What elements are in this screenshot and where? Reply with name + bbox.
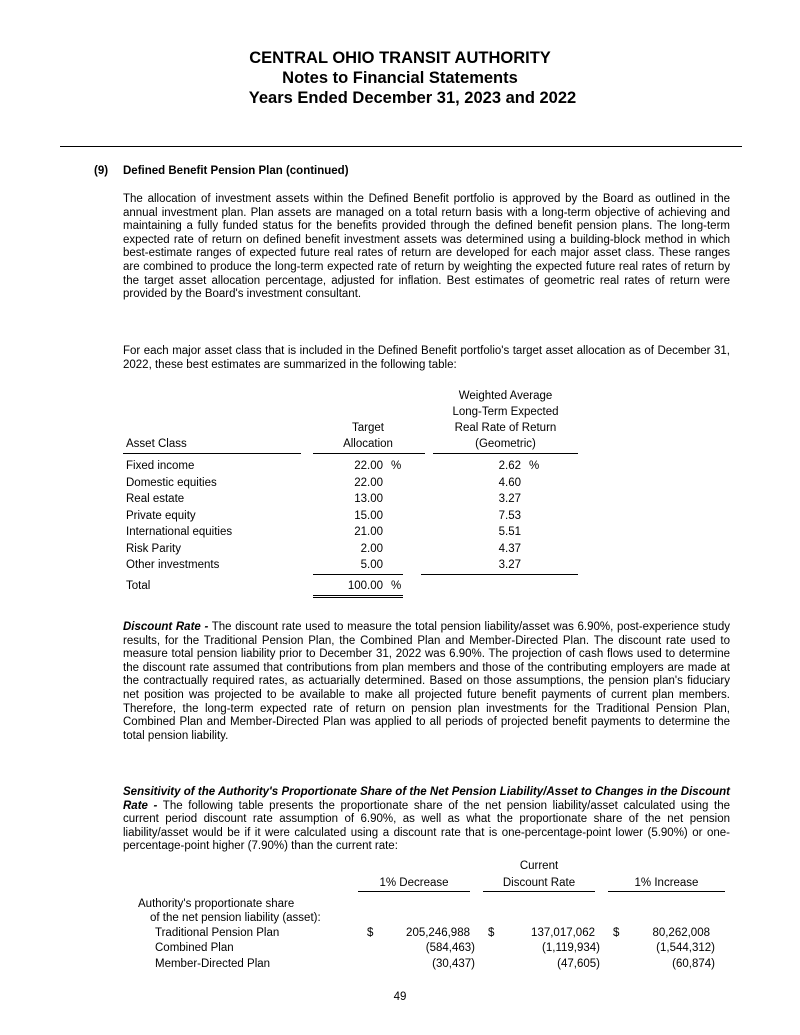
row-group-label: of the net pension liability (asset):	[150, 912, 321, 924]
section-heading	[94, 165, 349, 177]
percent-sign: %	[529, 460, 540, 472]
section-title: Defined Benefit Pension Plan (continued)	[123, 165, 349, 177]
plan-row-increase: 80,262,008	[652, 927, 710, 939]
plan-row-decrease: 205,246,988	[406, 927, 470, 939]
header-underline	[608, 891, 725, 892]
plan-row-name: Member-Directed Plan	[155, 958, 271, 970]
total-double-rule	[313, 597, 403, 598]
col-header-target-l1: Target	[352, 422, 384, 434]
plan-row-current: 137,017,062	[531, 927, 595, 939]
header-doc-title: Notes to Financial Statements	[282, 69, 518, 87]
col-header-return-l4: (Geometric)	[475, 438, 536, 450]
plan-row-decrease: (584,463)	[425, 942, 475, 954]
col-header-discount-rate: Discount Rate	[502, 877, 576, 889]
asset-row-allocation: 2.00	[360, 542, 383, 555]
asset-row-name: Real estate	[126, 493, 185, 505]
currency-symbol: $	[613, 927, 620, 939]
sensitivity-table	[133, 860, 733, 980]
asset-row-name: Risk Parity	[126, 542, 181, 555]
asset-row-name: Private equity	[126, 509, 196, 522]
total-rule	[421, 574, 578, 575]
asset-row-allocation: 15.00	[354, 509, 383, 522]
col-header-current: Current	[519, 860, 559, 872]
asset-row-name: Domestic equities	[126, 476, 217, 489]
asset-row-allocation: 22.00	[354, 476, 383, 489]
col-header-target-l2: Allocation	[343, 438, 393, 450]
sensitivity-lead: Sensitivity of the Authority's Proportionate Share of the Net Pension Liability/Asset to Changes in the Discount Rate -	[123, 786, 730, 812]
percent-sign: %	[391, 580, 402, 592]
plan-row-current: (1,119,934)	[542, 942, 600, 954]
asset-row-name: Fixed income	[126, 460, 195, 472]
asset-row-allocation: 13.00	[354, 493, 383, 505]
col-header-return-l3: Real Rate of Return	[454, 422, 557, 434]
total-allocation: 100.00	[347, 580, 383, 592]
percent-sign: %	[391, 460, 402, 472]
plan-row-name: Traditional Pension Plan	[155, 927, 280, 939]
page-number: 49	[393, 991, 407, 1003]
asset-row-return: 7.53	[498, 509, 521, 522]
col-header-increase: 1% Increase	[634, 877, 699, 889]
plan-row-name: Combined Plan	[155, 942, 234, 954]
header-underline	[358, 891, 470, 892]
section-number: (9)	[94, 165, 109, 177]
col-header-decrease: 1% Decrease	[379, 877, 449, 889]
header-org-name: CENTRAL OHIO TRANSIT AUTHORITY	[249, 49, 551, 67]
asset-row-return: 3.27	[498, 559, 521, 571]
asset-row-allocation: 22.00	[354, 460, 383, 472]
row-group-label: Authority's proportionate share	[138, 898, 295, 910]
header-underline	[433, 453, 578, 454]
paragraph-allocation: The allocation of investment assets within the Defined Benefit portfolio is approved by the Board as outlined in the annual investment plan. Plan assets are managed on a total return basis with a long-term objective of achieving and maintaining a fully funded status for the benefits provided through the defined benefit pension plans. The long-term expected rate of return on defined benefit investment assets was determined using a building-block method in which best-estimate ranges of expected future real rates of return are developed for each major asset class. These ranges are combined to produce the long-term expected rate of return by weighting the expected future real rates of return by the target asset allocation percentage, adjusted for inflation. Best estimates of geometric real rates of return were provided by the Board's investment consultant.	[123, 193, 730, 301]
col-header-return-l1: Weighted Average	[458, 390, 553, 402]
header-underline	[123, 453, 301, 454]
asset-allocation-table	[123, 390, 583, 605]
asset-row-return: 3.27	[498, 493, 521, 505]
header-underline	[483, 891, 595, 892]
plan-row-current: (47,605)	[557, 958, 600, 970]
total-label: Total	[126, 580, 151, 592]
discount-rate-text: The discount rate used to measure the total pension liability/asset was 6.90%, post-experience study results, for the Traditional Pension Plan, the Combined Plan and Member-Directed Plan. The discount rate used to measure total pension liability prior to December 31, 2022 was 6.90%. The projection of cash flows used to determine the discount rate assumed that contributions from plan members and those of the contributing employers are made at the contractually required rates, as actuarially determined. Based on those assumptions, the pension plan's fiduciary net position was projected to be available to make all projected future benefit payments of current plan members. Therefore, the long-term expected rate of return on pension plan investments for the Traditional Pension Plan, Combined Plan and Member-Directed Plan was applied to all periods of projected benefit payments to determine the total pension liability.	[123, 621, 730, 742]
total-double-rule	[313, 595, 403, 596]
col-header-return-l2: Long-Term Expected	[452, 406, 559, 418]
discount-rate-lead: Discount Rate -	[123, 621, 209, 633]
asset-row-name: International equities	[126, 526, 233, 538]
paragraph-discount-rate	[123, 621, 730, 743]
plan-row-increase: (60,874)	[672, 958, 715, 970]
asset-row-allocation: 21.00	[354, 526, 383, 538]
total-rule	[313, 574, 403, 575]
plan-row-decrease: (30,437)	[432, 958, 475, 970]
currency-symbol: $	[488, 927, 495, 939]
asset-row-return: 2.62	[498, 460, 521, 472]
asset-row-name: Other investments	[126, 559, 220, 571]
paragraph-sensitivity	[123, 786, 730, 854]
plan-row-increase: (1,544,312)	[656, 942, 715, 954]
paragraph-asset-intro: For each major asset class that is included in the Defined Benefit portfolio's target asset allocation as of December 31, 2022, these best estimates are summarized in the following table:	[123, 345, 730, 371]
col-header-asset-class: Asset Class	[126, 438, 187, 450]
header-underline	[313, 453, 425, 454]
header-period: Years Ended December 31, 2023 and 2022	[248, 89, 577, 107]
sensitivity-text: The following table presents the proportionate share of the net pension liability/asset calculated using the current period discount rate assumption of 6.90%, as well as what the proportionate share of the net pension liability/asset would be if it were calculated using a discount rate that is one-percentage-point lower (5.90%) or one-percentage-point higher (7.90%) than the current rate:	[123, 799, 731, 853]
currency-symbol: $	[367, 927, 374, 939]
header-divider	[60, 146, 742, 147]
asset-row-return: 4.60	[498, 476, 521, 489]
asset-row-allocation: 5.00	[360, 559, 383, 571]
asset-row-return: 4.37	[498, 542, 521, 555]
page-header	[0, 48, 800, 108]
asset-row-return: 5.51	[498, 526, 521, 538]
